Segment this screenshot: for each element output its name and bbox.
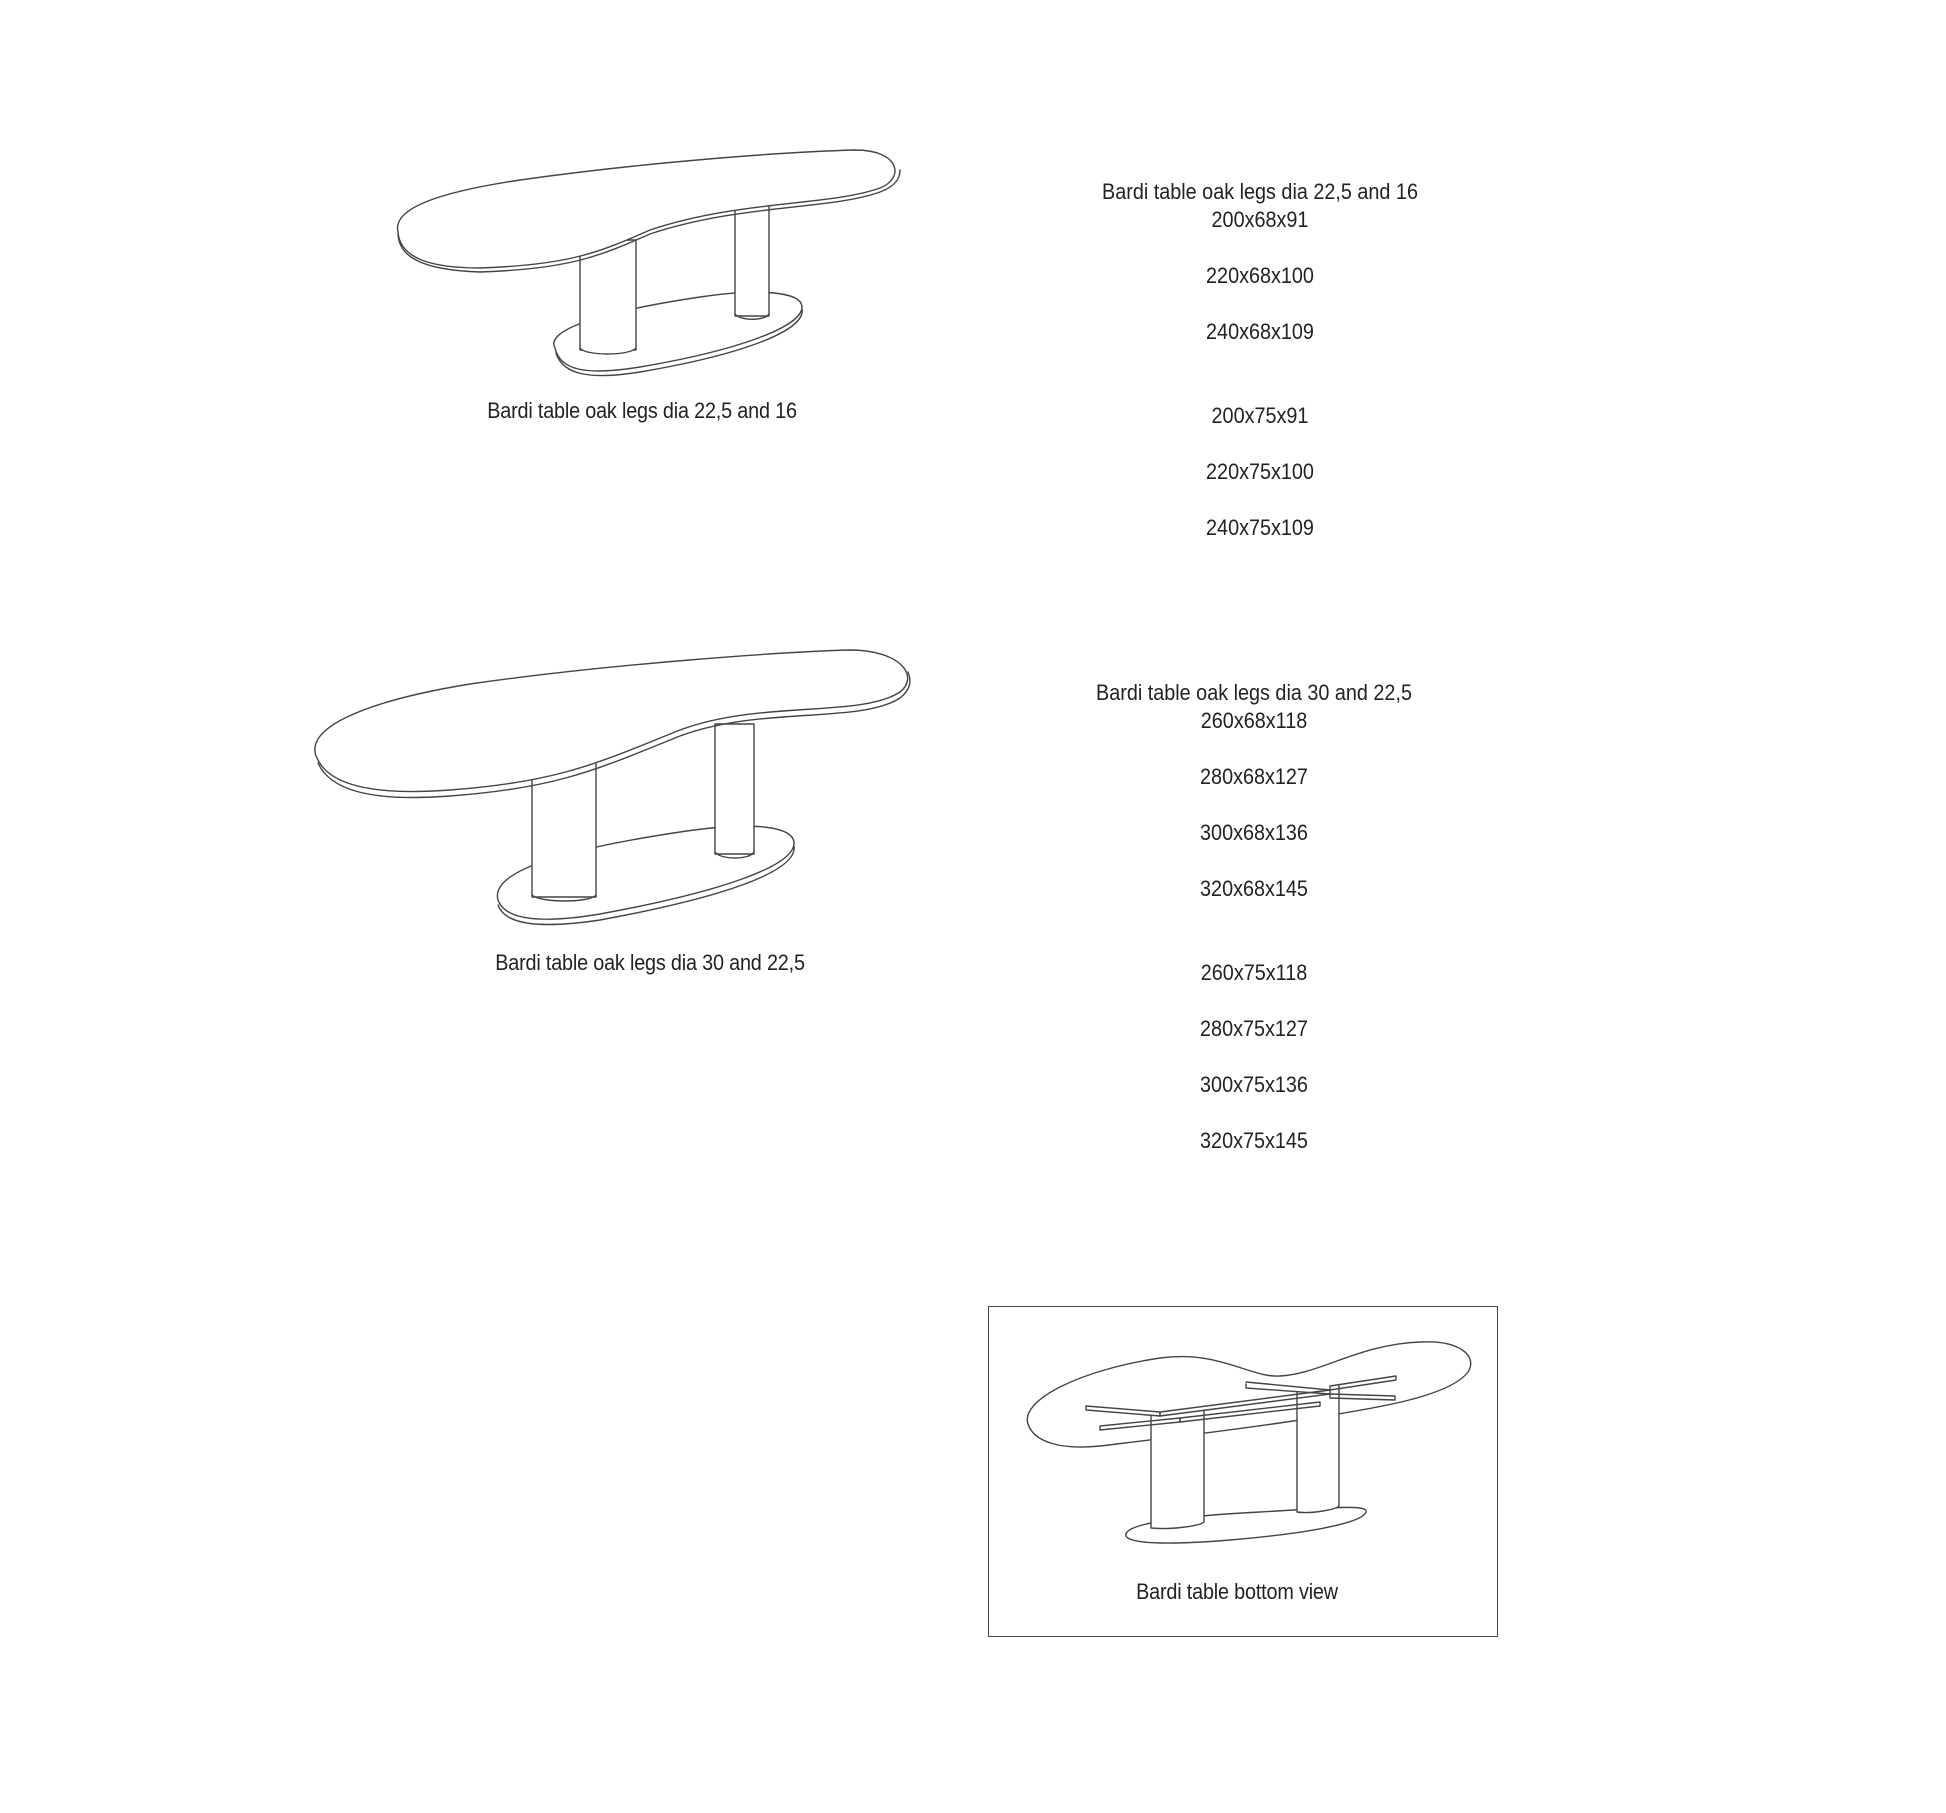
size-item: 200x75x91 [1211,403,1309,428]
size-item: 320x68x145 [1200,876,1308,901]
bottom-view-caption: Bardi table bottom view [1136,1579,1338,1604]
table-1-leg-1 [580,240,636,350]
size-item: 320x75x145 [1200,1128,1308,1153]
size-item: 260x68x118 [1200,708,1308,733]
table-1-drawing [397,150,900,376]
table-2-spec [994,679,1514,1155]
size-item: 240x75x109 [1206,515,1314,540]
size-item: 240x68x109 [1206,319,1314,344]
table-2-caption: Bardi table oak legs dia 30 and 22,5 [495,950,805,975]
size-item: 280x75x127 [1200,1016,1308,1041]
size-item: 300x75x136 [1200,1072,1308,1097]
size-item: 220x68x100 [1206,263,1314,288]
table-2-leg-2 [715,724,754,854]
table-2-spec-title: Bardi table oak legs dia 30 and 22,5 [1096,680,1412,705]
table-2-drawing [315,650,910,925]
size-item: 260x75x118 [1200,960,1308,985]
size-item: 280x68x127 [1200,764,1308,789]
size-item: 220x75x100 [1206,459,1314,484]
table-1-spec-title: Bardi table oak legs dia 22,5 and 16 [1102,179,1418,204]
table-1-top [397,150,894,268]
table-1-spec [1000,178,1520,542]
size-item: 300x68x136 [1200,820,1308,845]
table-1-leg-2 [735,204,769,316]
size-item: 200x68x91 [1211,207,1309,232]
table-2-top [315,650,908,792]
table-1-caption: Bardi table oak legs dia 22,5 and 16 [487,398,797,423]
